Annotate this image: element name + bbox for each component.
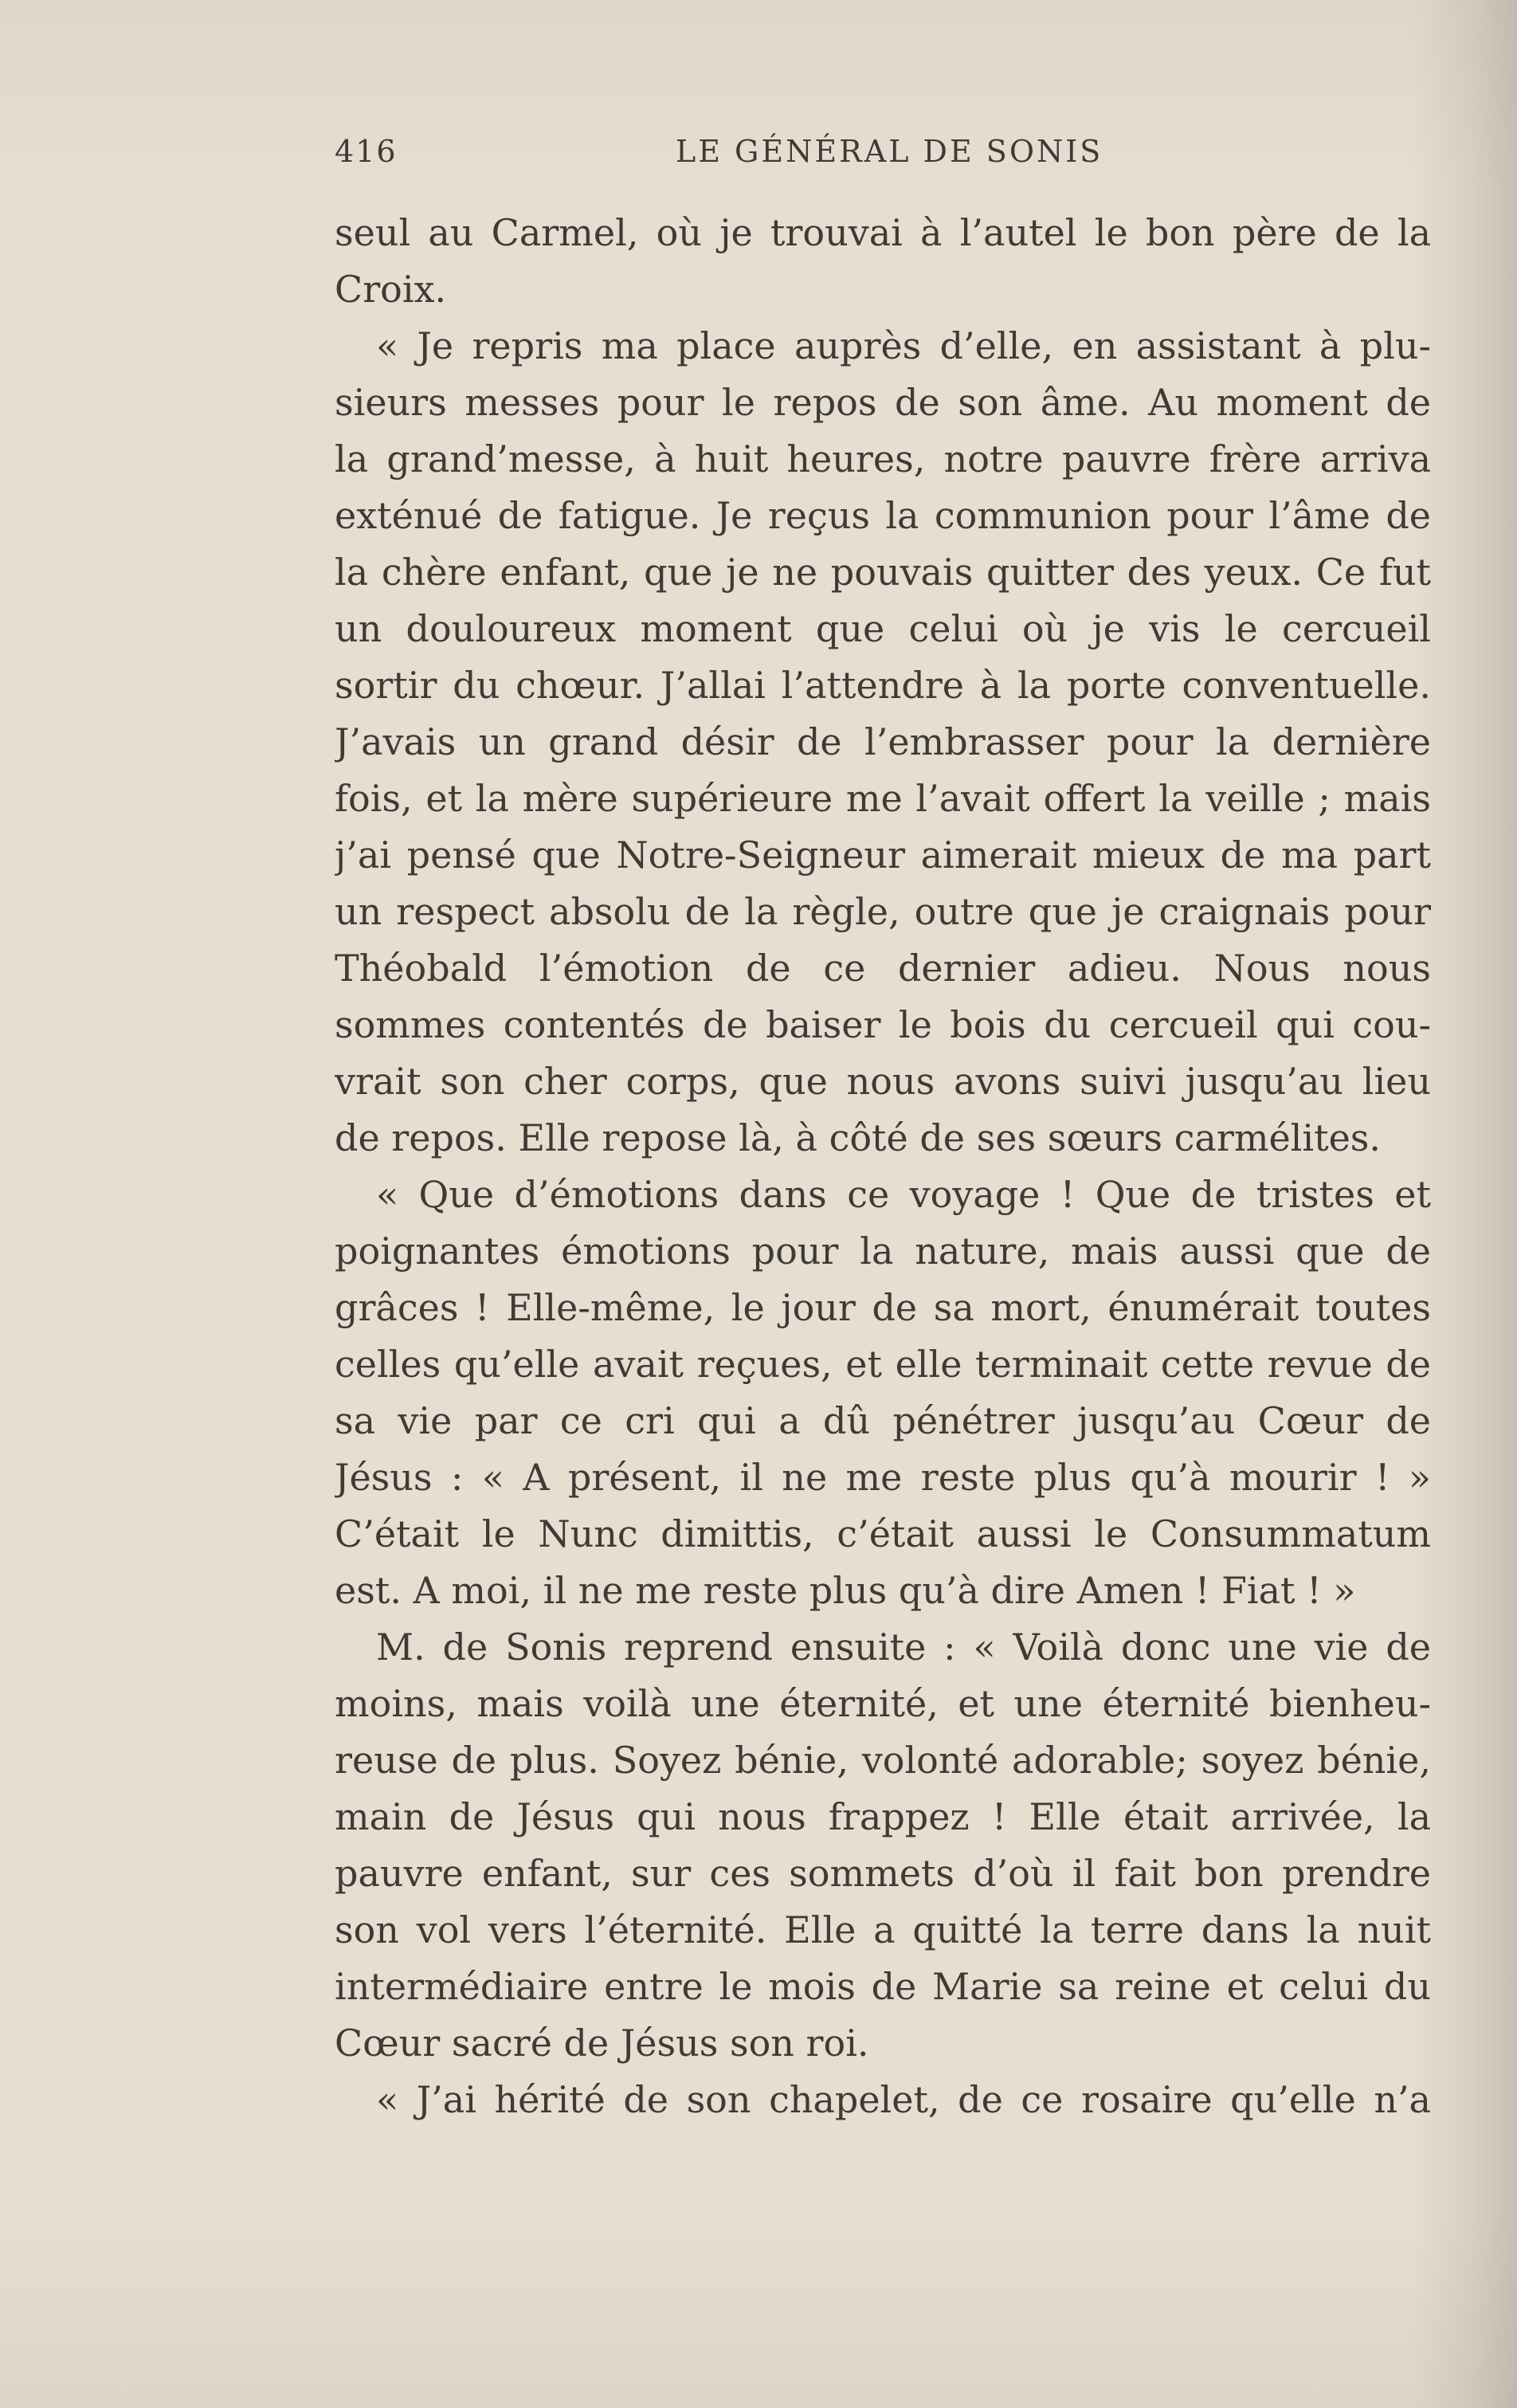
text-line: « Que d’émotions dans ce voyage ! Que de tristes et — [376, 1173, 1431, 1216]
text-line: J’avais un grand désir de l’embrasser pour la dernière — [335, 720, 1431, 763]
text-line: de repos. Elle repose là, à côté de ses sœurs carmélites. — [335, 1116, 1382, 1159]
text-line: « Je repris ma place auprès d’elle, en assistant à plu- — [376, 324, 1431, 367]
text-line: un respect absolu de la règle, outre que je craignais pour — [335, 890, 1431, 933]
running-title: LE GÉNÉRAL DE SONIS — [676, 134, 1103, 169]
text-line: un douloureux moment que celui où je vis le cercueil — [335, 607, 1431, 650]
text-line: main de Jésus qui nous frappez ! Elle était arrivée, la — [335, 1795, 1431, 1838]
text-line: sortir du chœur. J’allai l’attendre à la porte conventuelle. — [335, 664, 1431, 707]
text-line: est. A moi, il ne me reste plus qu’à dire Amen ! Fiat ! » — [335, 1569, 1356, 1612]
text-line: vrait son cher corps, que nous avons suivi jusqu’au lieu — [335, 1060, 1431, 1103]
text-line: j’ai pensé que Notre-Seigneur aimerait mieux de ma part — [335, 833, 1431, 877]
text-line: moins, mais voilà une éternité, et une éternité bienheu- — [335, 1682, 1431, 1725]
page-header — [335, 134, 1434, 182]
text-line: Théobald l’émotion de ce dernier adieu. Nous nous — [335, 947, 1431, 990]
text-line: la grand’messe, à huit heures, notre pauvre frère arriva — [335, 437, 1431, 480]
text-line: grâces ! Elle-même, le jour de sa mort, énumérait toutes — [335, 1286, 1431, 1329]
text-line: C’était le Nunc dimittis, c’était aussi le Consummatum — [335, 1512, 1431, 1555]
text-line: la chère enfant, que je ne pouvais quitter des yeux. Ce fut — [335, 551, 1431, 594]
text-line: celles qu’elle avait reçues, et elle terminait cette revue de — [335, 1343, 1431, 1386]
text-line: M. de Sonis reprend ensuite : « Voilà donc une vie de — [376, 1626, 1431, 1669]
text-line: Jésus : « A présent, il ne me reste plus qu’à mourir ! » — [335, 1456, 1431, 1499]
text-line: exténué de fatigue. Je reçus la communion pour l’âme de — [335, 494, 1431, 537]
text-line: intermédiaire entre le mois de Marie sa reine et celui du — [335, 1965, 1431, 2008]
text-line: Cœur sacré de Jésus son roi. — [335, 2022, 869, 2065]
text-line: poignantes émotions pour la nature, mais aussi que de — [335, 1229, 1431, 1273]
text-line: reuse de plus. Soyez bénie, volonté adorable; soyez bénie, — [335, 1739, 1431, 1782]
text-line: « J’ai hérité de son chapelet, de ce rosaire qu’elle n’a — [376, 2078, 1431, 2121]
text-line: sa vie par ce cri qui a dû pénétrer jusqu’au Cœur de — [335, 1399, 1431, 1442]
page-number: 416 — [335, 134, 398, 169]
text-line: pauvre enfant, sur ces sommets d’où il fait bon prendre — [335, 1852, 1431, 1895]
text-line: son vol vers l’éternité. Elle a quitté la terre dans la nuit — [335, 1908, 1431, 1951]
text-line: Croix. — [335, 268, 447, 311]
text-line: sommes contentés de baiser le bois du cercueil qui cou- — [335, 1003, 1431, 1046]
body-text — [335, 205, 1431, 2128]
text-line: fois, et la mère supérieure me l’avait offert la veille ; mais — [335, 777, 1431, 820]
text-line: seul au Carmel, où je trouvai à l’autel le bon père de la — [335, 211, 1431, 254]
text-line: sieurs messes pour le repos de son âme. Au moment de — [335, 381, 1431, 424]
